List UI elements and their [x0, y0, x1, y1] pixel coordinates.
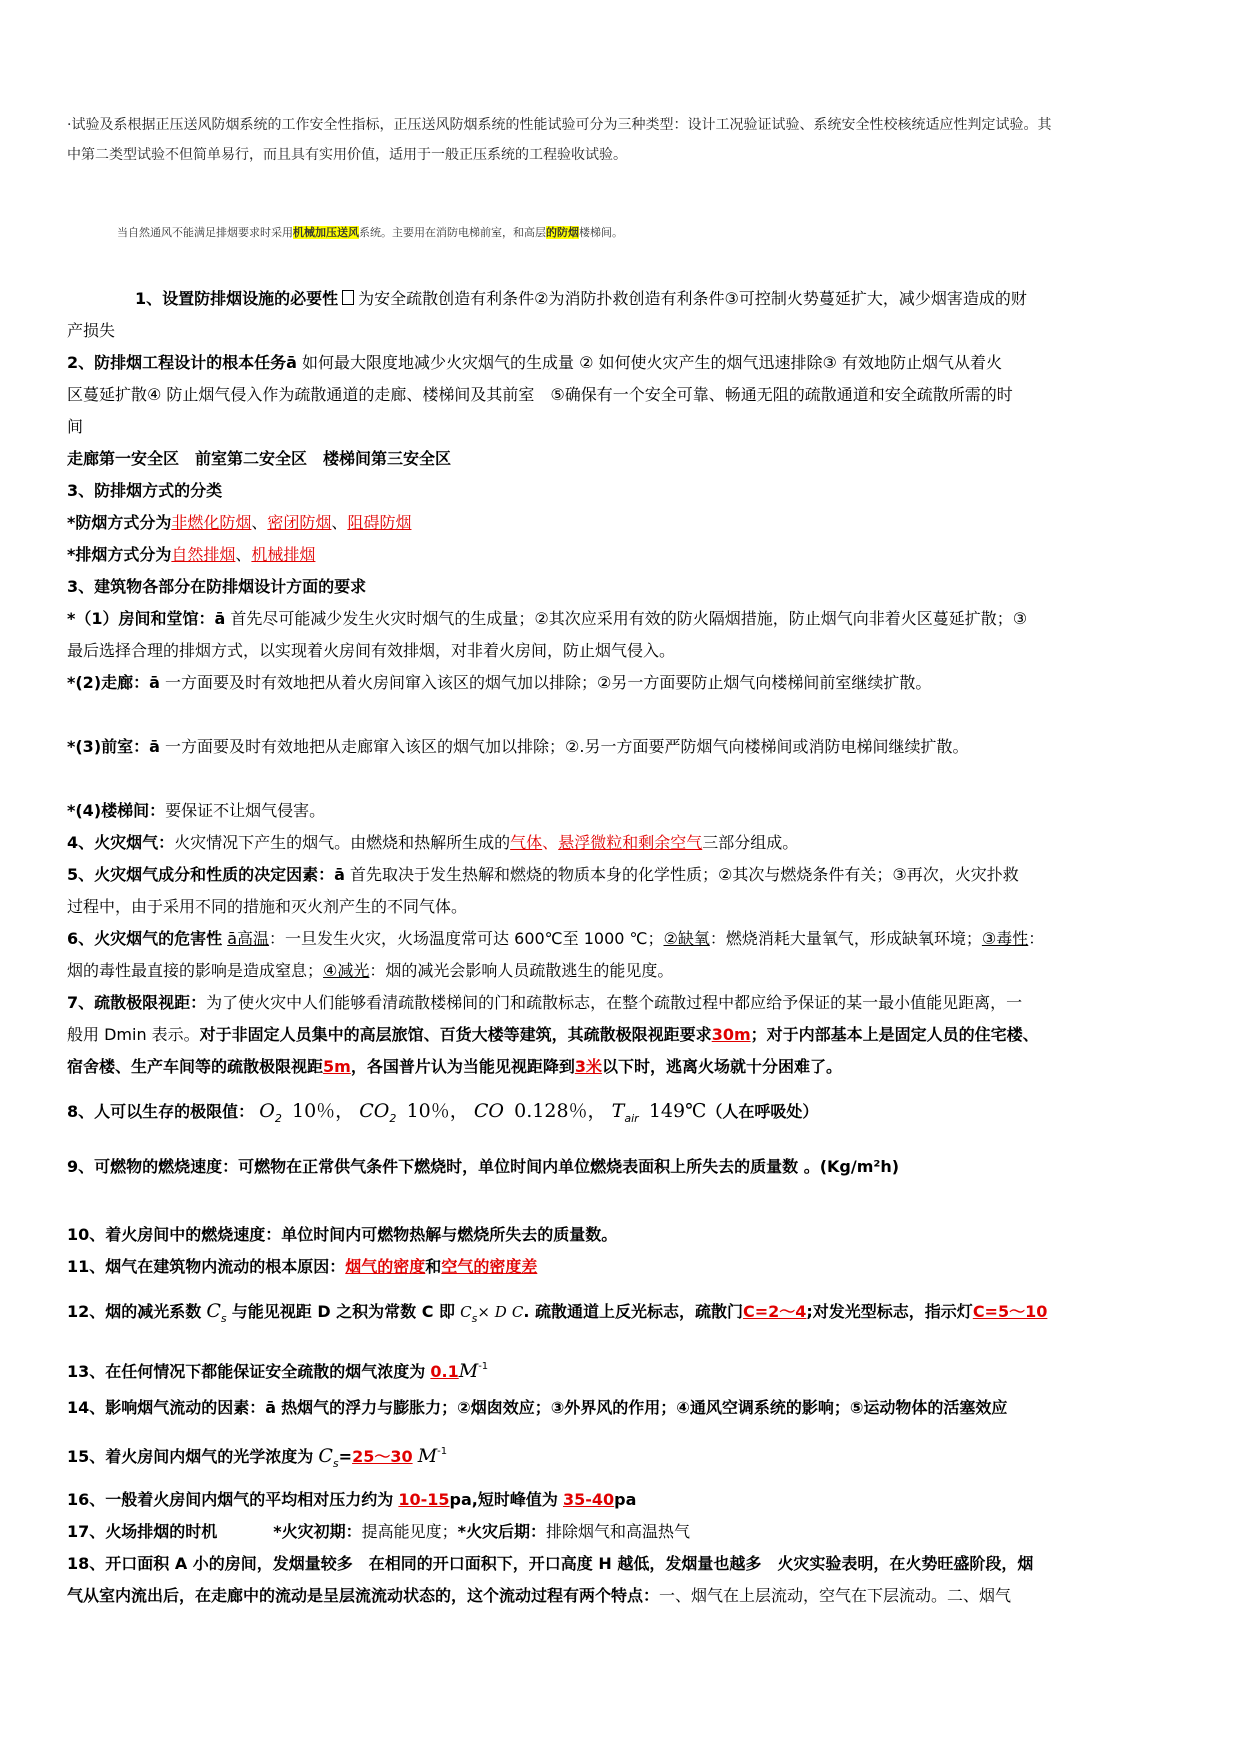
req-2-label: *(2)走廊：ā [67, 673, 160, 692]
equation-c: C [460, 1303, 472, 1321]
item-16-unit: pa [614, 1490, 637, 1509]
req-3 [67, 731, 1183, 763]
smoke-prevention-label: *防烟方式分为 [67, 513, 172, 532]
unit-m: M [417, 1445, 438, 1467]
note-line [117, 224, 623, 240]
hazard-text: ： [1028, 929, 1045, 948]
item-14-label: 14、影响烟气流动的因素：ā [67, 1398, 277, 1417]
item-11-label: 11、烟气在建筑物内流动的根本原因： [67, 1257, 346, 1276]
note-text: 系统。主要用在消防电梯前室，和高层 [359, 226, 546, 239]
hazard-text: 烟的毒性最直接的影响是造成窒息； [67, 961, 324, 980]
req-2-text: 一方面要及时有效地把从着火房间窜入该区的烟气加以排除；②另一方面要防止烟气向楼梯间前室继续扩散。 [165, 673, 932, 692]
subscript: air [624, 1112, 639, 1125]
item-3b-title: 3、建筑物各部分在防排烟设计方面的要求 [67, 577, 367, 596]
item-7-bold: ；对于内部基本上是固定人员的住宅楼、 [750, 1025, 1039, 1044]
item-4 [67, 827, 1183, 859]
limit-co2: 10％， [406, 1100, 469, 1122]
item-7-cont-2 [67, 1051, 1183, 1083]
conjunction: 和 [622, 833, 639, 852]
item-17-label: 17、火场排烟的时机 [67, 1522, 218, 1541]
component-residual-air: 剩余空气 [638, 833, 703, 852]
item-2-cont-2: 间 [67, 417, 84, 436]
hazard-toxicity: ③毒性 [981, 929, 1029, 948]
method-barrier: 阻碍防烟 [347, 513, 412, 532]
item-1-text: 为安全疏散创造有利条件②为消防扑救创造有利条件③可控制火势蔓延扩大，减少烟害造成的财 [358, 289, 1027, 308]
item-5-cont: 过程中，由于采用不同的措施和灭火剂产生的不同气体。 [67, 897, 468, 916]
note-text: 当自然通风不能满足排烟要求时采用 [117, 226, 293, 239]
visibility-30m: 30m [711, 1025, 751, 1044]
hazard-text: ：燃烧消耗大量氧气，形成缺氧环境； [709, 929, 982, 948]
method-natural: 自然排烟 [171, 545, 236, 564]
req-1 [67, 603, 1183, 635]
early-stage-label: *火灾初期： [273, 1522, 362, 1541]
separator: 、 [542, 833, 559, 852]
symbol-cs: C [318, 1445, 333, 1467]
item-4-text: 火灾情况下产生的烟气。由燃烧和热解所生成的 [174, 833, 511, 852]
separator: 、 [331, 513, 348, 532]
item-7-text: 般用 Dmin 表示。 [67, 1025, 200, 1044]
early-stage-text: 提高能见度； [361, 1522, 458, 1541]
item-18-cont [67, 1580, 1183, 1612]
item-4-label: 4、火灾烟气： [67, 833, 175, 852]
item-14-text: 热烟气的浮力与膨胀力；②烟囱效应；③外界风的作用；④通风空调系统的影响；⑤运动物体的活塞效应 [281, 1398, 1008, 1417]
safe-smoke-concentration: 0.1 [430, 1362, 459, 1381]
item-14 [67, 1392, 1183, 1424]
item-18-text: 一、烟气在上层流动，空气在下层流动。二、烟气 [659, 1586, 1012, 1605]
item-5 [67, 859, 1183, 891]
indicator-light-c-value: C=5～10 [972, 1302, 1048, 1321]
item-2-label: 2、防排烟工程设计的根本任务ā [67, 353, 297, 372]
item-7-bold: 对于非固定人员集中的高层旅馆、百货大楼等建筑，其疏散极限视距要求 [199, 1025, 712, 1044]
item-13 [67, 1347, 1183, 1392]
item-12-text: ;对发光型标志，指示灯 [806, 1302, 973, 1321]
item-7-bold: 宿舍楼、生产车间等的疏散极限视距 [67, 1057, 324, 1076]
subscript: 2 [389, 1112, 397, 1125]
item-13-label: 13、在任何情况下都能保证安全疏散的烟气浓度为 [67, 1362, 426, 1381]
symbol-cs: C [206, 1300, 221, 1322]
item-12-label: 12、烟的减光系数 [67, 1302, 202, 1321]
item-7-cont [67, 1019, 1183, 1051]
item-7 [67, 987, 1183, 1019]
subscript: s [220, 1312, 227, 1325]
item-15 [67, 1432, 1183, 1484]
subscript: s [471, 1312, 478, 1325]
peak-pressure: 35-40 [562, 1490, 615, 1509]
symbol-o2: O [259, 1100, 275, 1122]
item-12-text: 与能见视距 D 之积为常数 C 即 [231, 1302, 456, 1321]
safety-zones: 走廊第一安全区 前室第二安全区 楼梯间第三安全区 [67, 449, 452, 468]
subscript: s [332, 1457, 339, 1470]
hazard-text: ：烟的减光会影响人员疏散逃生的能见度。 [369, 961, 674, 980]
item-8-tail: （人在呼吸处） [706, 1102, 819, 1121]
separator: 、 [235, 545, 252, 564]
req-3-label: *(3)前室：ā [67, 737, 160, 756]
item-7-bold: ，各国普片认为当能见视距降到 [350, 1057, 575, 1076]
item-1-label: 1、设置防排烟设施的必要性 [135, 289, 339, 308]
method-mechanical: 机械排烟 [251, 545, 316, 564]
subscript: 2 [274, 1112, 282, 1125]
exit-door-c-value: C=2～4 [742, 1302, 807, 1321]
unit-m: M [458, 1360, 479, 1382]
smoke-exhaust-label: *排烟方式分为 [67, 545, 172, 564]
item-10: 10、着火房间中的燃烧速度：单位时间内可燃物热解与燃烧所失去的质量数。 [67, 1225, 618, 1244]
item-1 [67, 283, 1183, 315]
hazard-oxygen-deficiency: ②缺氧 [663, 929, 710, 948]
equation-c-const: C [511, 1303, 524, 1321]
item-17 [67, 1516, 1183, 1548]
intro-paragraph [67, 110, 1187, 170]
late-stage-label: *火灾后期： [457, 1522, 546, 1541]
air-density-difference: 空气的密度差 [441, 1257, 538, 1276]
req-1-text: 首先尽可能减少发生火灾时烟气的生成量；②其次应采用有效的防火隔烟措施，防止烟气向非着火区蔓延扩散；③ [230, 609, 1028, 628]
component-particles: 悬浮微粒 [558, 833, 623, 852]
smoke-prevention-methods [67, 507, 1183, 539]
intro-line-2: 中第二类型试验不但简单易行，而且具有实用价值，适用于一般正压系统的工程验收试验。 [67, 147, 627, 163]
equation-times-d: × D [477, 1303, 507, 1321]
item-5-label: 5、火灾烟气成分和性质的决定因素：ā [67, 865, 345, 884]
item-16-label: 16、一般着火房间内烟气的平均相对压力约为 [67, 1490, 394, 1509]
symbol-t-air: T [611, 1100, 625, 1122]
req-1-cont: 最后选择合理的排烟方式，以实现着火房间有效排烟，对非着火房间，防止烟气侵入。 [67, 641, 676, 660]
highlight-smoke-prevention: 的防烟 [546, 226, 579, 239]
box-glyph-icon [342, 290, 354, 305]
hazard-high-temperature: ā高温 [227, 929, 270, 948]
method-non-combustible: 非燃化防烟 [171, 513, 252, 532]
superscript: -1 [437, 1446, 448, 1457]
smoke-density: 烟气的密度 [345, 1257, 426, 1276]
item-2-cont: 区蔓延扩散④ 防止烟气侵入作为疏散通道的走廊、楼梯间及其前室 ⑤确保有一个安全可靠、畅通无阻的疏散通道和安全疏散所需的时 [67, 385, 1013, 404]
req-4 [67, 795, 1183, 827]
symbol-co2: CO [359, 1100, 390, 1122]
req-2 [67, 667, 1183, 699]
item-5-text: 首先取决于发生热解和燃烧的物质本身的化学性质；②其次与燃烧条件有关；③再次，火灾扑救 [350, 865, 1019, 884]
item-12 [67, 1291, 1183, 1339]
item-2-text: 如何最大限度地减少火灾烟气的生成量 ② 如何使火灾产生的烟气迅速排除③ 有效地防止烟气从着火 [302, 353, 1002, 372]
item-2 [67, 347, 1183, 379]
visibility-5m: 5m [323, 1057, 351, 1076]
item-6-cont [67, 955, 1183, 987]
item-7-text: 为了使火灾中人们能够看清疏散楼梯间的门和疏散标志，在整个疏散过程中都应给予保证的某一最小值能见距离，一 [206, 993, 1023, 1012]
limit-co: 0.128％， [514, 1100, 607, 1122]
item-18: 18、开口面积 A 小的房间，发烟量较多 在相同的开口面积下，开口高度 H 越低，发烟量也越多 火灾实验表明，在火势旺盛阶段，烟 [67, 1554, 1034, 1573]
req-4-label: *(4)楼梯间： [67, 801, 166, 820]
item-11 [67, 1251, 1183, 1283]
component-gas: 气体 [510, 833, 543, 852]
highlight-mechanical-pressurization: 机械加压送风 [293, 226, 359, 239]
item-7-bold: 以下时，逃离火场就十分困难了。 [601, 1057, 842, 1076]
symbol-co: CO [473, 1100, 504, 1122]
item-15-label: 15、着火房间内烟气的光学浓度为 [67, 1447, 314, 1466]
separator: 、 [251, 513, 268, 532]
item-1-cont: 产损失 [67, 321, 116, 340]
item-4-tail: 三部分组成。 [702, 833, 799, 852]
req-4-text: 要保证不让烟气侵害。 [165, 801, 326, 820]
hazard-light-reduction: ④减光 [323, 961, 370, 980]
conjunction: 和 [425, 1257, 442, 1276]
average-pressure: 10-15 [398, 1490, 450, 1509]
limit-o2: 10％， [291, 1100, 355, 1122]
superscript: -1 [478, 1361, 489, 1372]
item-16 [67, 1484, 1183, 1516]
smoke-exhaust-methods [67, 539, 1183, 571]
item-8-label: 8、人可以生存的极限值： [67, 1102, 255, 1121]
item-3-title: 3、防排烟方式的分类 [67, 481, 223, 500]
item-6-label: 6、火灾烟气的危害性 [67, 929, 223, 948]
item-9: 9、可燃物的燃烧速度：可燃物在正常供气条件下燃烧时，单位时间内单位燃烧表面积上所失去的质量数 。(Kg/m²h) [67, 1157, 900, 1176]
visibility-3m: 3米 [574, 1057, 602, 1076]
hazard-text: ：一旦发生火灾，火场温度常可达 600℃至 1000 ℃； [269, 929, 664, 948]
item-7-label: 7、疏散极限视距： [67, 993, 207, 1012]
item-16-text: pa,短时峰值为 [449, 1490, 558, 1509]
req-1-label: *（1）房间和堂馆：ā [67, 609, 226, 628]
equals: = [338, 1447, 353, 1466]
method-sealed: 密闭防烟 [267, 513, 332, 532]
note-text: 楼梯间。 [579, 226, 623, 239]
item-18-bold: 气从室内流出后，在走廊中的流动是呈层流流动状态的，这个流动过程有两个特点： [67, 1586, 660, 1605]
limit-temperature: 149℃ [648, 1100, 707, 1122]
item-8 [67, 1091, 1183, 1139]
req-3-text: 一方面要及时有效地把从走廊窜入该区的烟气加以排除；②.另一方面要严防烟气向楼梯间或消防电梯间继续扩散。 [165, 737, 969, 756]
document-body [67, 283, 1183, 1612]
intro-line-1: ·试验及系根据正压送风防烟系统的工作安全性指标，正压送风防烟系统的性能试验可分为三种类型：设计工况验证试验、系统安全性校核统适应性判定试验。其 [67, 117, 1052, 133]
late-stage-text: 排除烟气和高温热气 [546, 1522, 691, 1541]
optical-density-value: 25～30 [352, 1447, 413, 1466]
item-6 [67, 923, 1183, 955]
item-12-text: . 疏散通道上反光标志，疏散门 [523, 1302, 743, 1321]
